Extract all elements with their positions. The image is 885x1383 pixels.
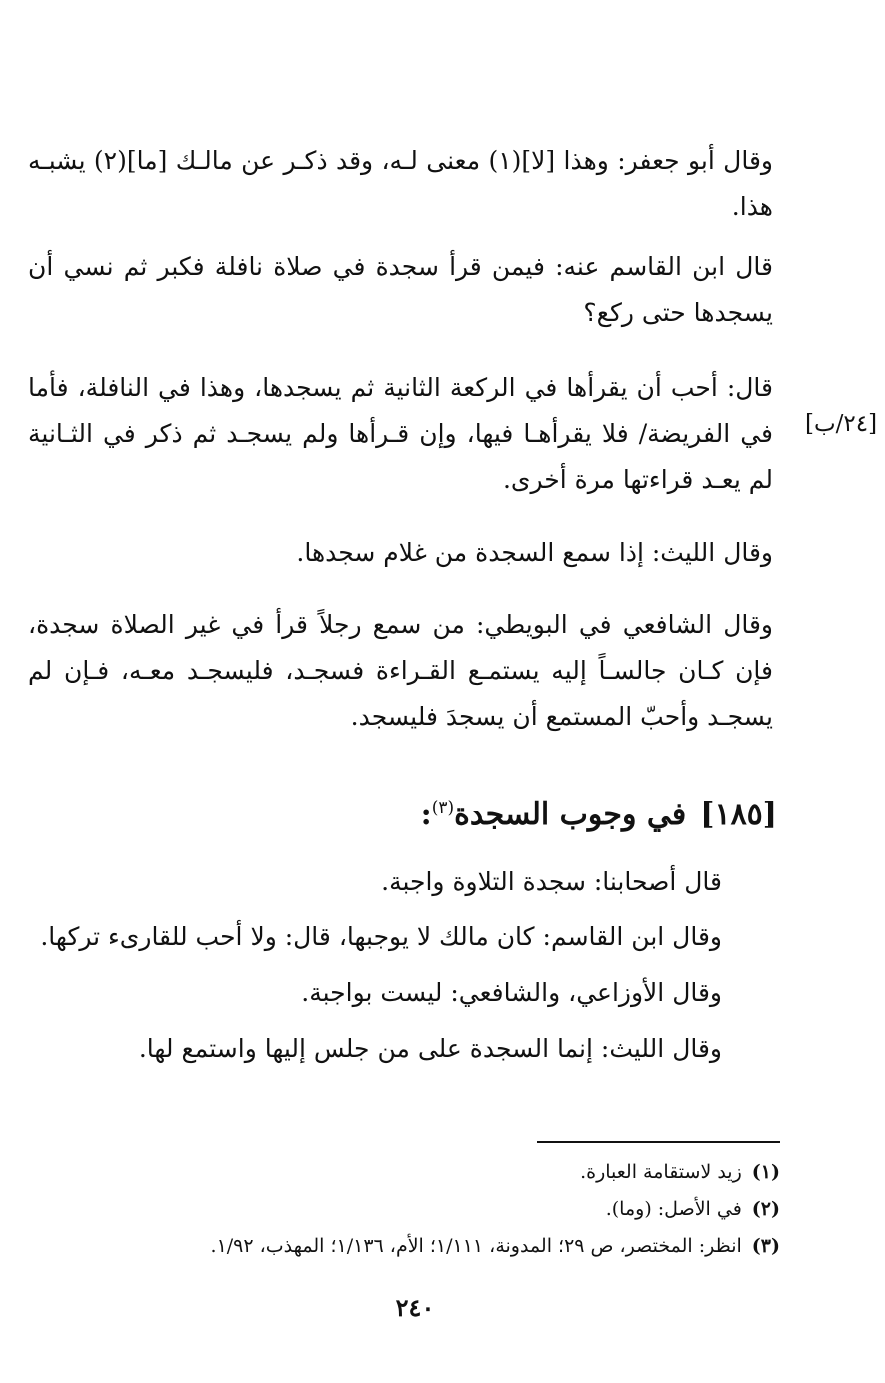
- paragraph-al-shafii: وقال الشافعي في البويطي: من سمع رجلاً قرأ في غير الصلاة سجدة، فإن كـان جالسـاً إليه يستمـع القـراءة فسجـد، فليسجـد معـه، فـإن لم يسجـد وأحبّ المستمع أن يسجدَ فليسجد.: [28, 610, 773, 731]
- section-footnote-ref: (٣): [431, 798, 455, 818]
- statement-line: وقال الأوزاعي، والشافعي: ليست بواجبة.: [301, 978, 722, 1007]
- footnote-number: (١): [751, 1161, 780, 1183]
- section-number: [١٨٥]: [700, 797, 777, 832]
- paragraph-answer: قال: أحب أن يقرأها في الركعة الثانية ثم يسجدها، وهذا في النافلة، فأما في الفريضة/ فلا يقرأهـا فيها، وإن قـرأها ولم يسجـد ثم ذكر في الثـانية لم يعـد قراءتها مرة أخرى.: [28, 373, 773, 494]
- footnote-text: في الأصل: (وما).: [605, 1198, 742, 1220]
- statement-line: وقال الليث: إنما السجدة على من جلس إليها واستمع لها.: [138, 1034, 722, 1063]
- footnote-text: انظر: المختصر، ص ٢٩؛ المدونة، ١/١١١؛ الأم، ١/١٣٦؛ المهذب، ١/٩٢.: [210, 1235, 742, 1257]
- footnote: [580, 1159, 780, 1185]
- section-colon: :: [420, 797, 432, 832]
- section-title: في وجوب السجدة: [454, 797, 687, 832]
- footnote: [606, 1196, 780, 1222]
- footnote-number: (٣): [751, 1235, 780, 1257]
- paragraph-abu-jafar: وقال أبو جعفر: وهذا [لا](١) معنى لـه، وقد ذكـر عن مالـك [ما](٢) يشبـه هذا.: [28, 146, 773, 221]
- footnote-divider: [537, 1141, 780, 1143]
- margin-folio-note: [٢٤/ب]: [805, 411, 878, 437]
- page-number: ٢٤٠: [395, 1293, 435, 1322]
- statement-line: قال أصحابنا: سجدة التلاوة واجبة.: [381, 867, 722, 896]
- footnote-text: زيد لاستقامة العبارة.: [580, 1161, 742, 1183]
- paragraph-al-layth: وقال الليث: إذا سمع السجدة من غلام سجدها.: [296, 538, 773, 567]
- section-heading: [421, 797, 777, 832]
- footnote-number: (٢): [751, 1198, 780, 1220]
- footnote: [211, 1233, 780, 1259]
- statement-line: وقال ابن القاسم: كان مالك لا يوجبها، قال: ولا أحب للقارىء تركها.: [40, 922, 722, 951]
- paragraph-ibn-al-qasim-question: قال ابن القاسم عنه: فيمن قرأ سجدة في صلاة نافلة فكبر ثم نسي أن يسجدها حتى ركع؟: [28, 252, 773, 327]
